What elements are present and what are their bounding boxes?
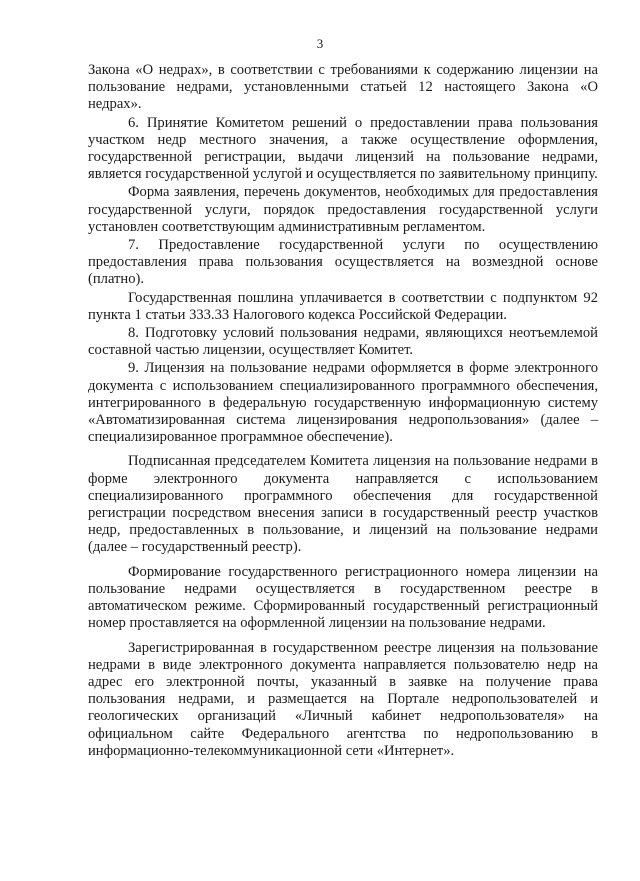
paragraph-application-form: Форма заявления, перечень документов, необходимых для предоставления государственной услуги, порядок предоставления государственной услуги установлен соответствующим административным регламентом. (88, 184, 598, 235)
paragraph-state-fee: Государственная пошлина уплачивается в соответствии с подпунктом 92 пункта 1 статьи 333.33 Налогового кодекса Российской Федерации. (88, 289, 598, 323)
paragraph-item-8: 8. Подготовку условий пользования недрами, являющихся неотъемлемой составной частью лицензии, осуществляет Комитет. (88, 325, 598, 359)
paragraph-item-7: 7. Предоставление государственной услуги по осуществлению предоставления права пользования осуществляется на возмездной основе (платно). (88, 237, 598, 288)
paragraph-signed-license: Подписанная председателем Комитета лицензия на пользование недрами в форме электронного документа направляется с использованием специализированного программного обеспечения для государственной регистрации посредством внесения записи в государственный реестр участков недр, предоставленных в пользование, и лицензий на пользование недрами (далее – государственный реестр). (88, 453, 598, 556)
paragraph-law-continuation: Закона «О недрах», в соответствии с требованиями к содержанию лицензии на пользование недрами, установленными статьей 12 настоящего Закона «О недрах». (88, 62, 598, 113)
paragraph-item-9: 9. Лицензия на пользование недрами оформляется в форме электронного документа с использованием специализированного программного обеспечения, интегрированного в федеральную государственную информационную систему «Автоматизированная система лицензирования недропользования» (далее – специализированное программное обеспечение). (88, 360, 598, 446)
document-body (88, 62, 598, 760)
paragraph-item-6: 6. Принятие Комитетом решений о предоставлении права пользования участком недр местного значения, а также осуществление оформления, государственной регистрации, выдачи лицензий на пользование недрами, является государственной услугой и осуществляется по заявительному принципу. (88, 114, 598, 183)
page-number: 3 (316, 36, 324, 51)
paragraph-registration-number: Формирование государственного регистрационного номера лицензии на пользование недрами осуществляется в государственном реестре в автоматическом режиме. Сформированный государственный регистрационный номер проставляется на оформленной лицензии на пользование недрами. (88, 563, 598, 632)
paragraph-registered-license: Зарегистрированная в государственном реестре лицензия на пользование недрами в виде электронного документа направляется пользователю недр на адрес его электронной почты, указанный в заявке на получение права пользования недрами, и размещается на Портале недропользователей и геологических организаций «Личный кабинет недропользователя» на официальном сайте Федерального агентства по недропользованию в информационно-телекоммуникационной сети «Интернет». (88, 639, 598, 759)
